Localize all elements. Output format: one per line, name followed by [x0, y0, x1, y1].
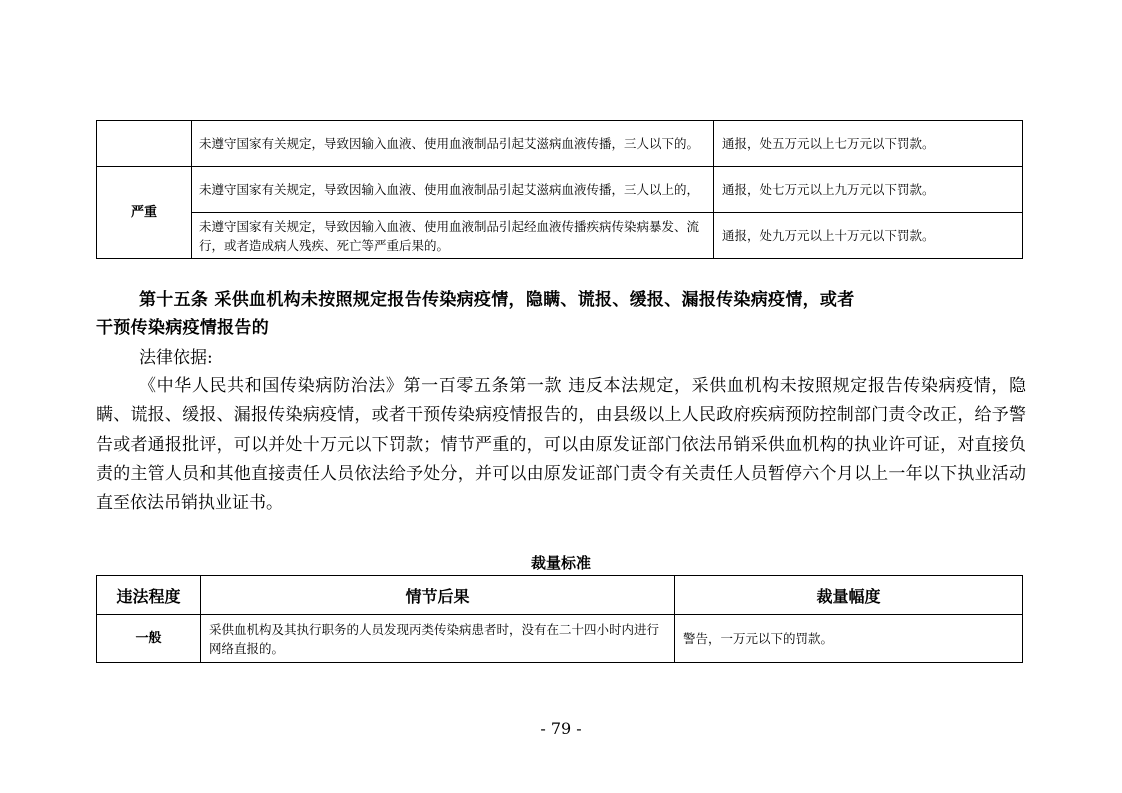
consequence-cell: 未遵守国家有关规定，导致因输入血液、使用血液制品引起艾滋病血液传播，三人以下的。 — [192, 121, 714, 167]
header-penalty-range: 裁量幅度 — [675, 576, 1023, 615]
penalty-cell: 警告，一万元以下的罚款。 — [675, 615, 1023, 663]
table-row — [97, 615, 1023, 663]
article-heading-line1: 第十五条 采供血机构未按照规定报告传染病疫情，隐瞒、谎报、缓报、漏报传染病疫情，或者 — [139, 290, 855, 310]
table-row — [97, 121, 1023, 167]
penalty-cell: 通报，处九万元以上十万元以下罚款。 — [714, 213, 1023, 259]
table-row — [97, 213, 1023, 259]
table-header-row — [97, 576, 1023, 615]
header-violation-degree: 违法程度 — [97, 576, 201, 615]
level-cell-empty — [97, 121, 192, 167]
consequence-cell: 未遵守国家有关规定，导致因输入血液、使用血液制品引起艾滋病血液传播，三人以上的， — [192, 167, 714, 213]
level-cell-severe: 严重 — [97, 167, 192, 259]
legal-basis-label: 法律依据: — [139, 348, 213, 368]
page-number: - 79 - — [540, 719, 582, 738]
article-heading — [96, 286, 1026, 342]
discretion-standard-title: 裁量标准 — [530, 554, 591, 572]
article-heading-line2: 干预传染病疫情报告的 — [96, 318, 269, 338]
penalty-cell: 通报，处七万元以上九万元以下罚款。 — [714, 167, 1023, 213]
legal-basis-text: 《中华人民共和国传染病防治法》第一百零五条第一款 违反本法规定，采供血机构未按照规定报告传染病疫情，隐瞒、谎报、缓报、漏报传染病疫情，或者干预传染病疫情报告的，由县级以上人民政府疾病预防控制部门责令改正，给予警告或者通报批评，可以并处十万元以下罚款；情节严重的，可以由原发证部门依法吊销采供血机构的执业许可证，对直接负责的主管人员和其他直接责任人员依法给予处分，并可以由原发证部门责令有关责任人员暂停六个月以上一年以下执业活动直至依法吊销执业证书。 — [96, 376, 1026, 514]
consequence-cell: 采供血机构及其执行职务的人员发现丙类传染病患者时，没有在二十四小时内进行网络直报的。 — [201, 615, 675, 663]
consequence-cell: 未遵守国家有关规定，导致因输入血液、使用血液制品引起经血液传播疾病传染病暴发、流行，或者造成病人残疾、死亡等严重后果的。 — [192, 213, 714, 259]
level-cell-general: 一般 — [97, 615, 201, 663]
top-discretion-table — [96, 120, 1023, 259]
table-row — [97, 167, 1023, 213]
header-circumstances: 情节后果 — [201, 576, 675, 615]
penalty-cell: 通报，处五万元以上七万元以下罚款。 — [714, 121, 1023, 167]
discretion-standard-table — [96, 575, 1023, 663]
